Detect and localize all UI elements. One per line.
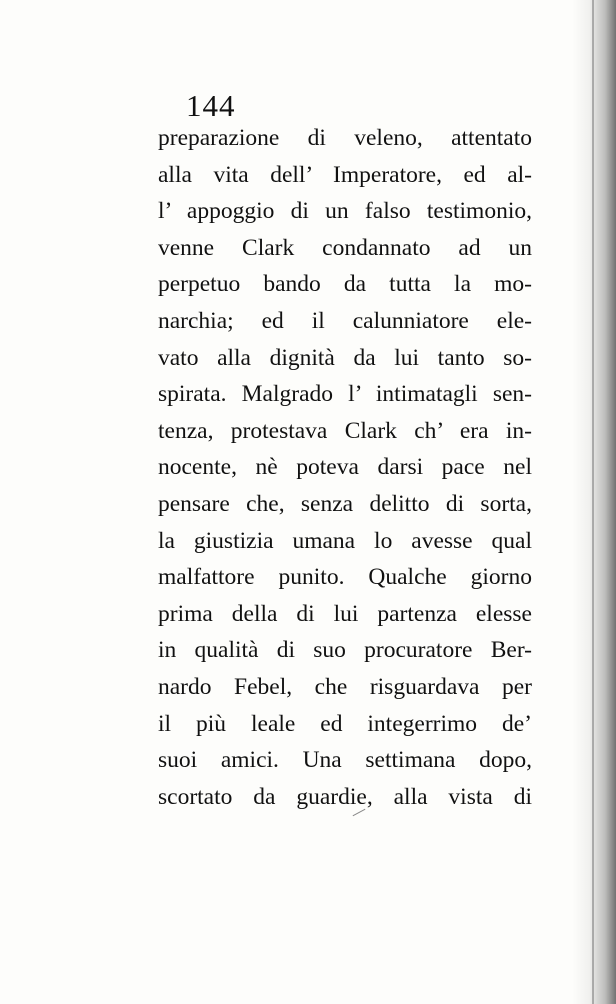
text-line: pensare che, senza delitto di sorta, (158, 490, 532, 517)
text-line: suoi amici. Una settimana dopo, (158, 747, 532, 774)
text-line: spirata. Malgrado l’ intimatagli sen- (158, 381, 532, 408)
text-line: alla vita dell’ Imperatore, ed al- (158, 161, 532, 188)
text-line: la giustizia umana lo avesse qual (158, 527, 532, 554)
page-edge-shadow (572, 0, 616, 1004)
body-text (158, 120, 532, 815)
text-line: prima della di lui partenza elesse (158, 600, 532, 627)
text-line: nocente, nè poteva darsi pace nel (158, 454, 532, 481)
text-line: preparazione di veleno, attentato (158, 125, 532, 151)
text-line: perpetuo bando da tutta la mo- (158, 271, 532, 298)
text-line: il più leale ed integerrimo de’ (158, 710, 532, 737)
text-line: malfattore punito. Qualche giorno (158, 564, 532, 591)
text-line: scortato da guardie, alla vista di (158, 783, 532, 810)
page-edge-line (592, 0, 594, 1004)
page-number: 144 (186, 88, 236, 123)
text-line: nardo Febel, che risguardava per (158, 673, 532, 700)
text-line: venne Clark condannato ad un (158, 234, 532, 261)
text-line: l’ appoggio di un falso testimonio, (158, 198, 532, 225)
text-line: tenza, protestava Clark ch’ era in- (158, 417, 532, 444)
text-line: vato alla dignità da lui tanto so- (158, 344, 532, 371)
text-line: in qualità di suo procuratore Ber- (158, 637, 532, 664)
text-line: narchia; ed il calunniatore ele- (158, 307, 532, 334)
